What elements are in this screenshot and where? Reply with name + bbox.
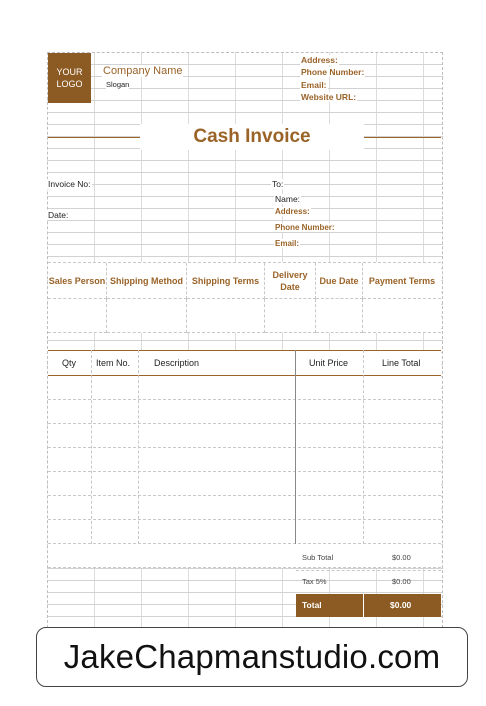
total-label: Total xyxy=(302,600,322,610)
col-divider xyxy=(363,350,364,544)
title-rule-right xyxy=(364,137,441,138)
total-divider xyxy=(363,594,364,617)
client-address-label: Address: xyxy=(275,207,310,216)
name-label: Name: xyxy=(275,194,301,204)
address-label: Address: xyxy=(301,55,338,65)
subtotal-value: $0.00 xyxy=(392,553,411,562)
col-payment-terms: Payment Terms xyxy=(363,263,441,299)
col-due-date: Due Date xyxy=(316,263,363,299)
table-row[interactable] xyxy=(48,376,441,400)
shipping-method-cell[interactable] xyxy=(107,299,187,333)
due-date-cell[interactable] xyxy=(316,299,363,333)
title-rule-left xyxy=(48,137,140,138)
col-divider xyxy=(138,350,139,544)
col-divider xyxy=(91,350,92,544)
logo-line-2: LOGO xyxy=(56,79,83,89)
col-divider xyxy=(295,350,296,544)
invoice-no-label: Invoice No: xyxy=(48,179,91,189)
total-bar xyxy=(296,594,441,617)
watermark-banner xyxy=(36,627,468,687)
company-name: Company Name xyxy=(103,65,183,77)
col-shipping-method: Shipping Method xyxy=(107,263,187,299)
table-row[interactable] xyxy=(48,424,441,448)
tax-value: $0.00 xyxy=(392,577,411,586)
delivery-date-cell[interactable] xyxy=(265,299,316,333)
client-email-label: Email: xyxy=(275,239,300,248)
table-row[interactable] xyxy=(48,472,441,496)
subtotal-label: Sub Total xyxy=(302,553,334,562)
col-delivery-date: Delivery Date xyxy=(265,263,316,299)
col-item-no: Item No. xyxy=(96,358,131,368)
invoice-title: Cash Invoice xyxy=(140,124,364,150)
items-table-header xyxy=(48,350,441,376)
totals-divider xyxy=(296,570,441,571)
logo-line-1: YOUR xyxy=(56,67,83,77)
phone-label: Phone Number: xyxy=(301,67,365,77)
col-shipping-terms: Shipping Terms xyxy=(187,263,265,299)
date-label: Date: xyxy=(48,210,69,220)
sales-person-cell[interactable] xyxy=(48,299,107,333)
website-label: Website URL: xyxy=(301,92,357,102)
table-row[interactable] xyxy=(48,520,441,544)
payment-terms-cell[interactable] xyxy=(363,299,441,333)
client-phone-label: Phone Number: xyxy=(275,223,335,232)
col-qty: Qty xyxy=(62,358,77,368)
shipping-terms-cell[interactable] xyxy=(187,299,265,333)
total-value: $0.00 xyxy=(390,600,412,610)
table-row[interactable] xyxy=(48,400,441,424)
to-label: To: xyxy=(272,179,284,189)
slogan: Slogan xyxy=(106,80,130,89)
shipping-table xyxy=(48,262,441,333)
col-unit-price: Unit Price xyxy=(309,358,349,368)
watermark-text: JakeChapmanstudio.com xyxy=(63,638,441,675)
table-row[interactable] xyxy=(48,544,441,568)
email-label: Email: xyxy=(301,80,327,90)
col-line-total: Line Total xyxy=(382,358,421,368)
col-sales-person: Sales Person xyxy=(48,263,107,299)
col-description: Description xyxy=(154,358,200,368)
table-row[interactable] xyxy=(48,496,441,520)
tax-label: Tax 5% xyxy=(302,577,327,586)
table-row[interactable] xyxy=(48,448,441,472)
logo-box xyxy=(48,53,91,103)
